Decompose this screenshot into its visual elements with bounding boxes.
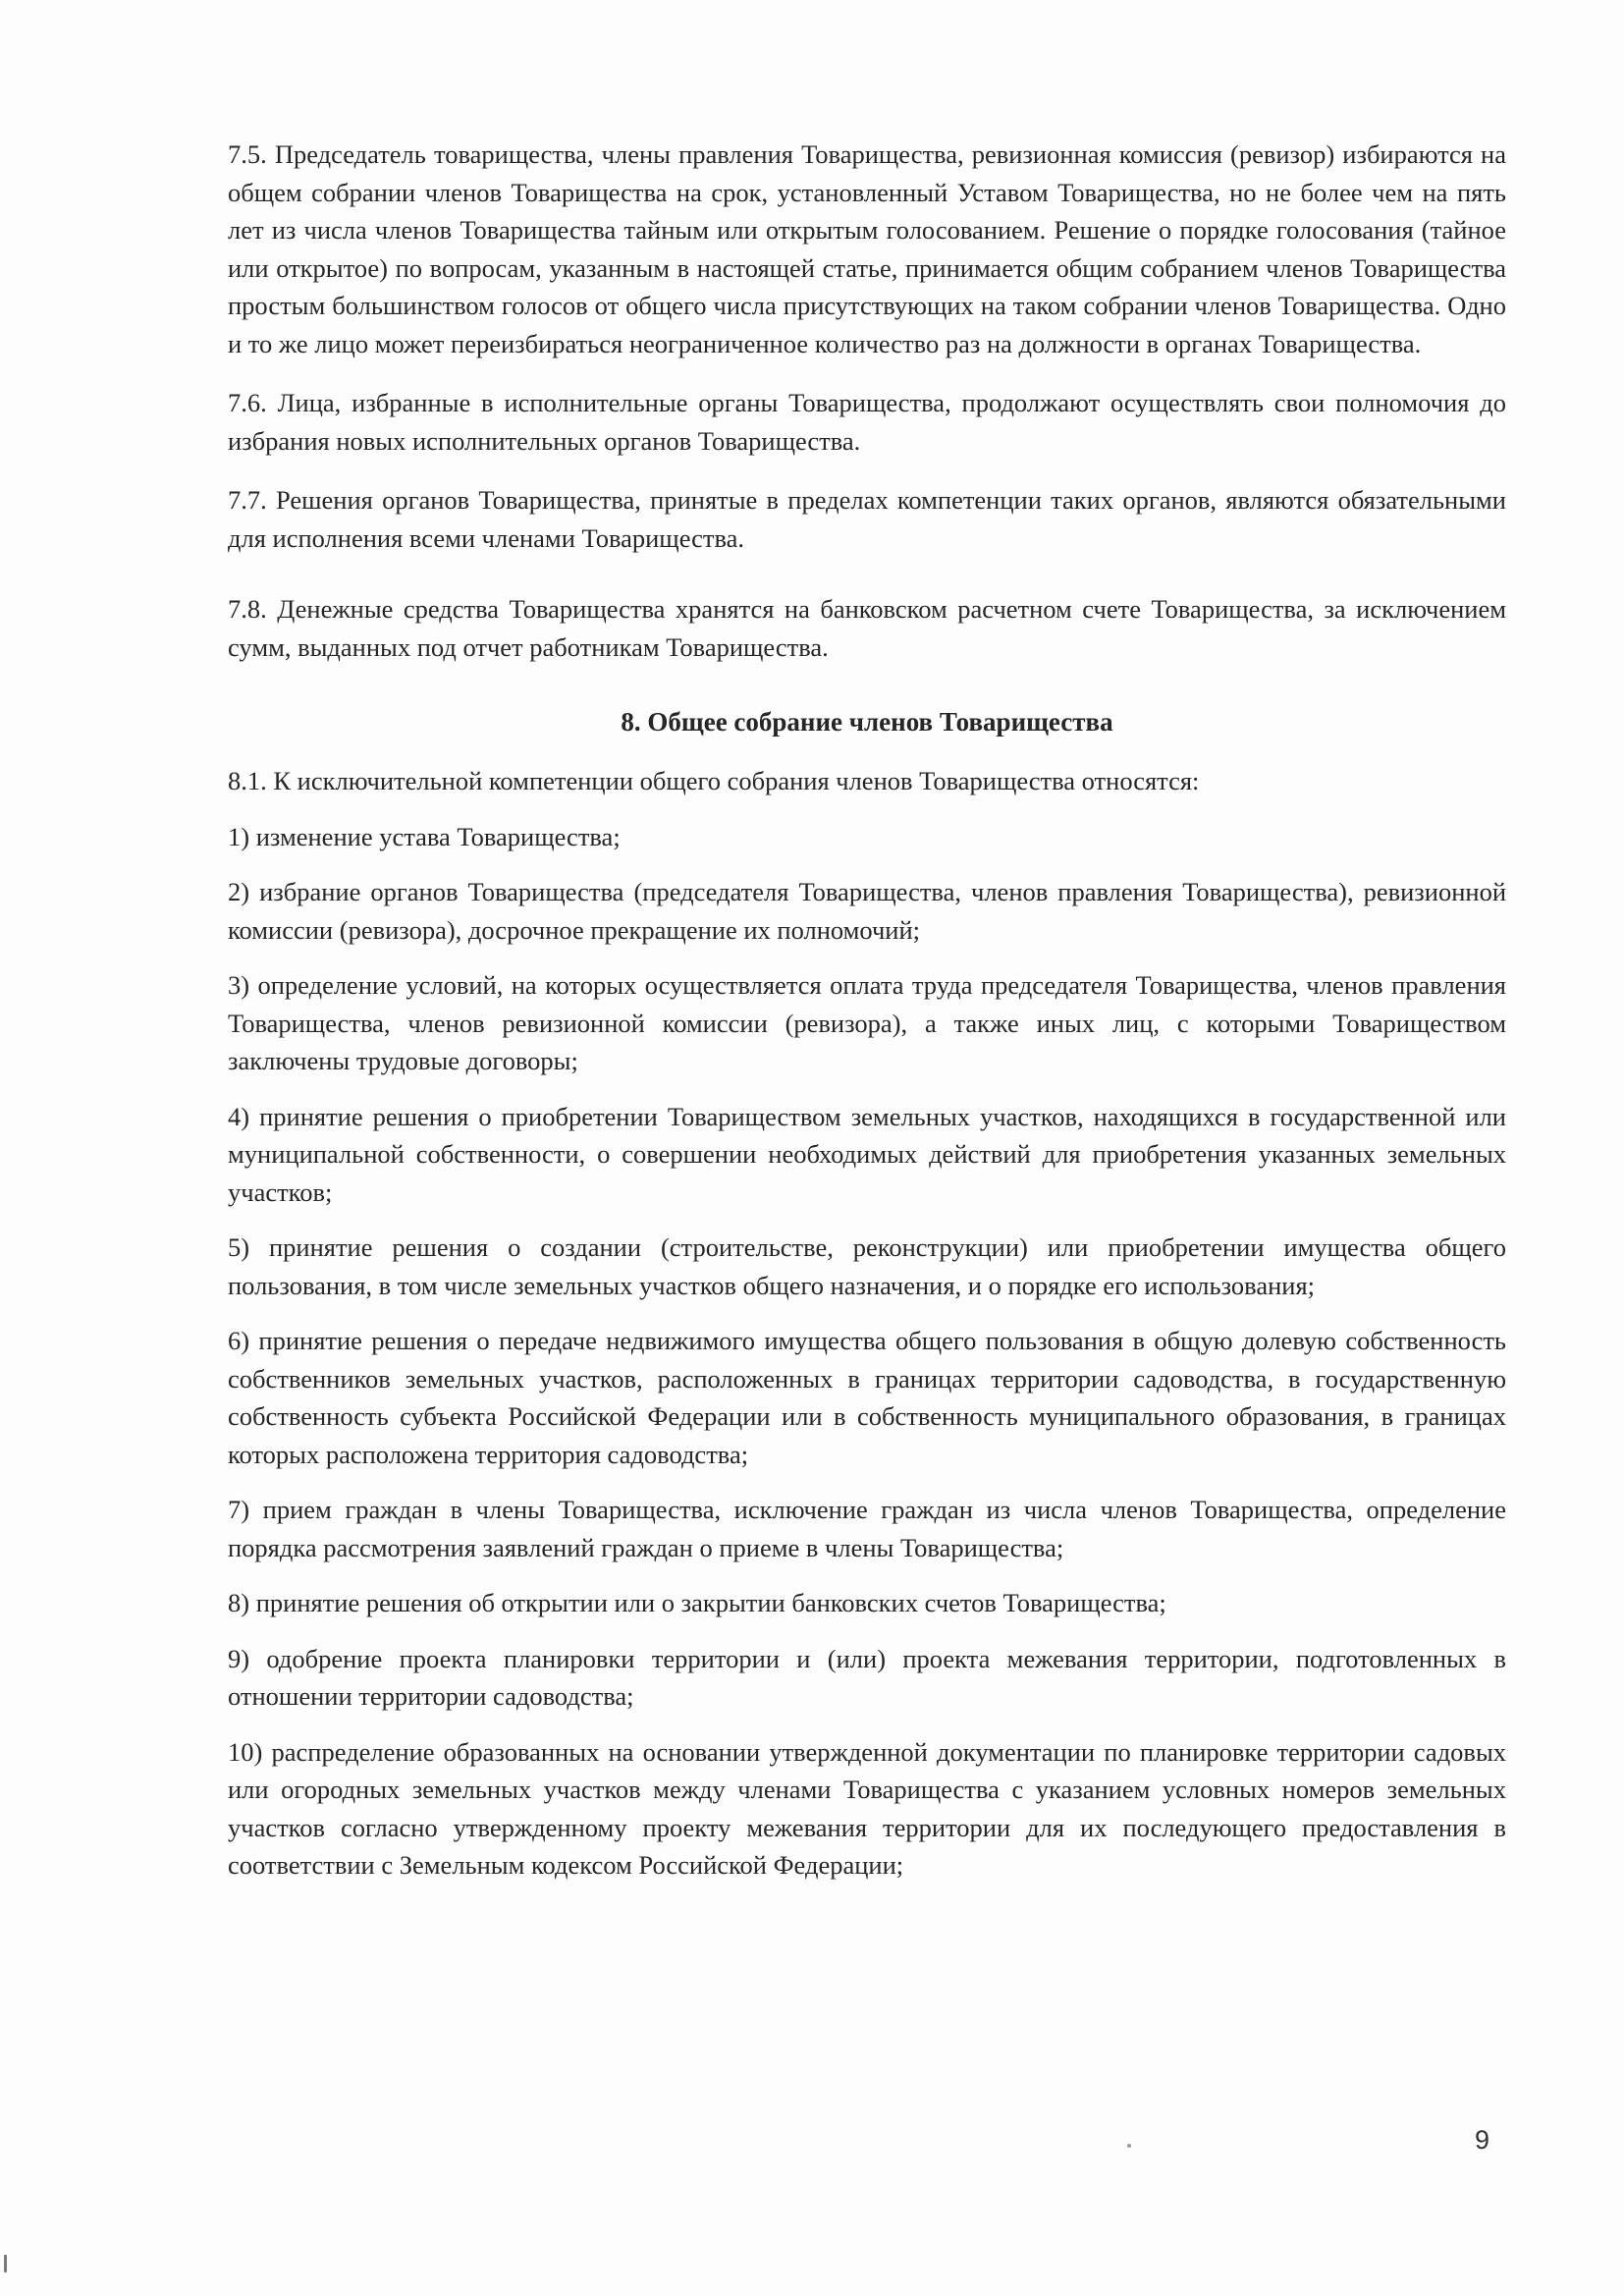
list-item-8: 8) принятие решения об открытии или о закрытии банковских счетов Товарищества;: [228, 1588, 1166, 1617]
scan-speck: [1127, 2144, 1131, 2148]
list-item-9: 9) одобрение проекта планировки территории и (или) проекта межевания территории, подготовленных в отношении территории садоводства;: [228, 1643, 1506, 1711]
scan-edge-mark: [4, 2255, 7, 2272]
paragraph-7-6: 7.6. Лица, избранные в исполнительные органы Товарищества, продолжают осуществлять свои полномочия до избрания новых исполнительных органов Товарищества.: [228, 388, 1506, 456]
section-8-heading: 8. Общее собрание членов Товарищества: [621, 707, 1113, 737]
list-item-7: 7) прием граждан в члены Товарищества, исключение граждан из числа членов Товарищества, определение порядка рассмотрения заявлений граждан о приеме в члены Товарищества;: [228, 1495, 1506, 1562]
page-number: 9: [1475, 2125, 1490, 2155]
document-body: [228, 136, 1506, 1885]
paragraph-7-7: 7.7. Решения органов Товарищества, принятые в пределах компетенции таких органов, являются обязательными для исполнения всеми членами Товарищества.: [228, 485, 1506, 553]
paragraph-7-5: 7.5. Председатель товарищества, члены правления Товарищества, ревизионная комиссия (ревизор) избираются на общем собрании членов Товарищества на срок, установленный Уставом Товарищества, но не более чем на пять лет из числа членов Товарищества тайным или открытым голосованием. Решение о порядке голосования (тайное или открытое) по вопросам, указанным в настоящей статье, принимается общим собранием членов Товарищества простым большинством голосов от общего числа присутствующих на таком собрании членов Товарищества. Одно и то же лицо может переизбираться неограниченное количество раз на должности в органах Товарищества.: [228, 139, 1506, 358]
list-item-4: 4) принятие решения о приобретении Товариществом земельных участков, находящихся в государственной или муниципальной собственности, о совершении необходимых действий для приобретения указанных земельных участков;: [228, 1101, 1506, 1207]
list-item-1: 1) изменение устава Товарищества;: [228, 821, 621, 851]
list-item-5: 5) принятие решения о создании (строительстве, реконструкции) или приобретении имущества общего пользования, в том числе земельных участков общего назначения, и о порядке его использования;: [228, 1232, 1506, 1300]
list-item-6: 6) принятие решения о передаче недвижимого имущества общего пользования в общую долевую собственность собственников земельных участков, расположенных в границах территории садоводства, в государственную собственность субъекта Российской Федерации или в собственность муниципального образования, в границах которых расположена территория садоводства;: [228, 1326, 1506, 1469]
paragraph-7-8: 7.8. Денежные средства Товарищества хранятся на банковском расчетном счете Товарищества, за исключением сумм, выданных под отчет работникам Товарищества.: [228, 594, 1506, 662]
list-item-2: 2) избрание органов Товарищества (председателя Товарищества, членов правления Товарищества), ревизионной комиссии (ревизора), досрочное прекращение их полномочий;: [228, 877, 1506, 945]
list-item-3: 3) определение условий, на которых осуществляется оплата труда председателя Товарищества, членов правления Товарищества, членов ревизионной комиссии (ревизора), а также иных лиц, с которыми Товариществом заключены трудовые договоры;: [228, 970, 1506, 1075]
paragraph-8-1-intro: 8.1. К исключительной компетенции общего собрания членов Товарищества относятся:: [228, 766, 1200, 795]
list-item-10: 10) распределение образованных на основании утвержденной документации по планировке территории садовых или огородных земельных участков между членами Товарищества с указанием условных номеров земельных участков согласно утвержденному проекту межевания территории для их последующего предоставления в соответствии с Земельным кодексом Российской Федерации;: [228, 1736, 1506, 1880]
